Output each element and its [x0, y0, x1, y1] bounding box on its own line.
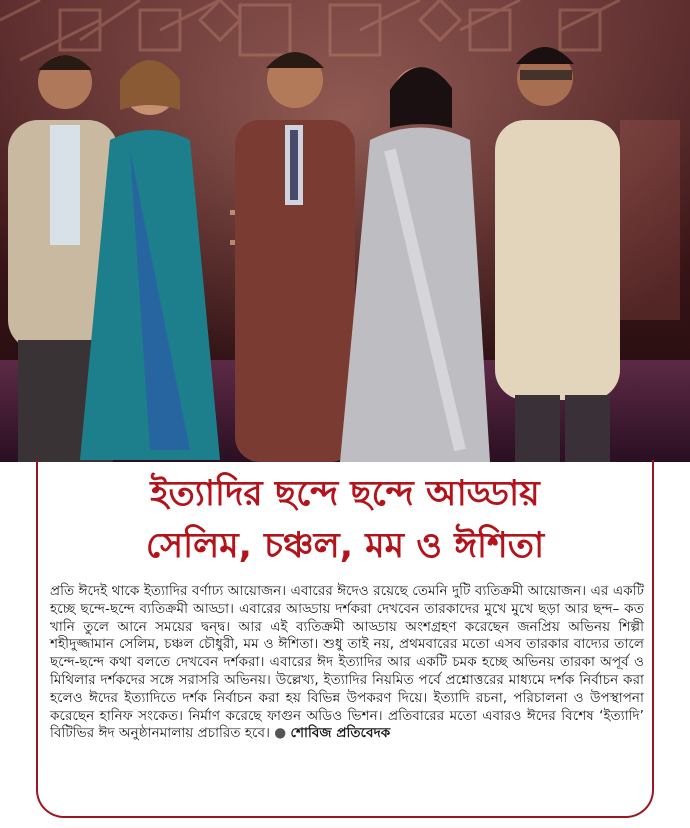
- headline-line-1: ইত্যাদির ছন্দে ছন্দে আড্ডায়: [150, 474, 540, 514]
- headline-line-2: সেলিম, চঞ্চল, মম ও ঈশিতা: [145, 526, 545, 566]
- article-body-text: প্রতি ঈদেই থাকে ইত্যাদির বর্ণাঢ্য আয়োজন। এবারের ঈদেও রয়েছে তেমনি দুটি ব্যতিক্রমী আয়োজন। এর একটি হচ্ছে ছন্দে-ছন্দে ব্যতিক্রমী আড্ডা। এবারের আড্ডায় দর্শকরা দেখবেন তারকাদের মুখে মুখে ছড়া আর ছন্দ– কত খানি তুলে আনে সময়ের দ্বন্দ্ব। আর এই ব্যতিক্রমী আড্ডায় অংশগ্রহণ করেছেন জনপ্রিয় অভিনয় শিল্পী শহীদুজ্জামান সেলিম, চঞ্চল চৌধুরী, মম ও ঈশিতা। শুধু তাই নয়, প্রথমবারের মতো এসব তারকার বাদ্যের তালে ছন্দে-ছন্দে কথা বলতে দেখবেন দর্শকরা। এবারের ঈদ ইত্যাদির আর একটি চমক হচ্ছে অভিনয় তারকা অপূর্ব ও মিথিলার দর্শকদের সঙ্গে সরাসরি অভিনয়। উল্লেখ্য, ইত্যাদির নিয়মিত পর্বে প্রশ্নোত্তরের মাধ্যমে দর্শক নির্বাচন করা হলেও ঈদের ইত্যাদিতে দর্শক নির্বাচন করা হয় বিভিন্ন উপকরণ দিয়ে। ইত্যাদি রচনা, পরিচালনা ও উপস্থাপনা করেছেন হানিফ সংকেত। নির্মাণ করেছে ফাগুন অডিও ভিশন। প্রতিবারের মতো এবারও ঈদের বিশেষ ‘ইত্যাদি’ বিটিভির ঈদ অনুষ্ঠানমালায় প্রচারিত হবে।: [50, 583, 644, 742]
- article-body: [50, 583, 644, 743]
- bullet-icon: ●: [274, 725, 287, 742]
- byline: শোবিজ প্রতিবেদক: [290, 725, 391, 742]
